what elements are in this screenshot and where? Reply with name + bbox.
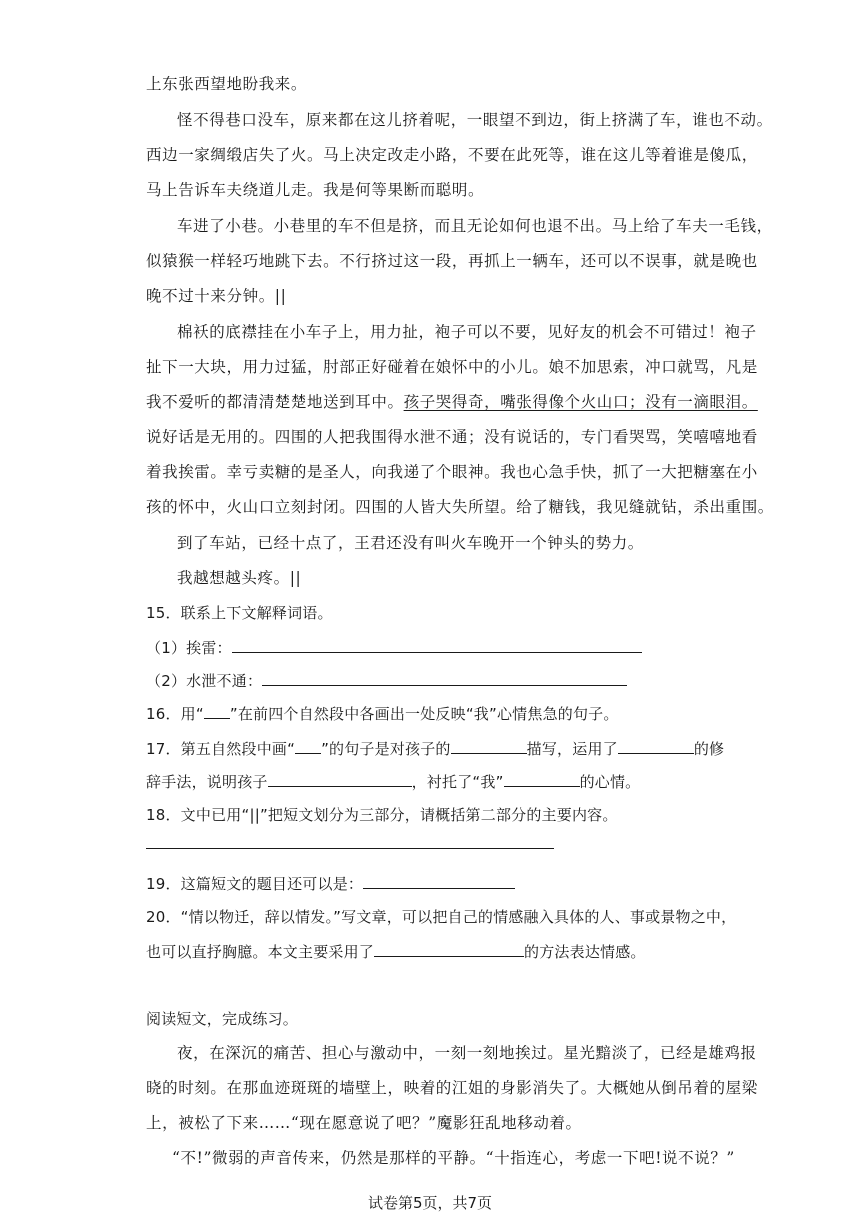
question-text: 也可以直抒胸臆。本文主要采用了 bbox=[146, 943, 375, 961]
passage-line: 似猿猴一样轻巧地跳下去。不行挤过这一段，再抓上一辆车，还可以不误事，就是晚也 bbox=[146, 252, 758, 270]
question-text: ，衬托了“我” bbox=[411, 773, 504, 791]
question-text: 16．用“ bbox=[146, 705, 204, 723]
answer-blank[interactable] bbox=[618, 738, 694, 754]
underlined-sentence: 孩子哭得奇，嘴张得像个火山口；没有一滴眼泪。 bbox=[403, 393, 758, 411]
answer-blank[interactable] bbox=[451, 738, 527, 754]
question-label: （2）水泄不通： bbox=[146, 672, 263, 690]
page-footer: 试卷第5页，共7页 bbox=[367, 1194, 493, 1212]
passage-line: 孩的怀中，火山口立刻封闭。四围的人皆大失所望。给了糖钱，我见缝就钻，杀出重围。 bbox=[146, 498, 774, 516]
passage-line: 马上告诉车夫绕道儿走。我是何等果断而聪明。 bbox=[146, 181, 485, 199]
question-text: ”在前四个自然段中各画出一处反映“我”心情焦急的句子。 bbox=[229, 705, 619, 723]
question-text: 描写，运用了 bbox=[526, 740, 618, 758]
question-19 bbox=[146, 873, 718, 894]
section-intro: 阅读短文，完成练习。 bbox=[146, 1010, 299, 1028]
passage-line: 上东张西望地盼我来。 bbox=[146, 75, 308, 93]
underline-mark bbox=[295, 738, 321, 754]
question-text: 17．第五自然段中画“ bbox=[146, 740, 296, 758]
passage-line: 夜，在深沉的痛苦、担心与激动中，一刻一刻地挨过。星光黯淡了，已经是雄鸡报 bbox=[177, 1044, 757, 1062]
answer-blank[interactable] bbox=[363, 873, 515, 889]
passage-line: 晚不过十来分钟。|| bbox=[146, 287, 287, 305]
question-text: ”的句子是对孩子的 bbox=[321, 740, 451, 758]
passage-line: 我越想越头疼。|| bbox=[177, 569, 302, 587]
question-20-line2 bbox=[146, 941, 718, 962]
answer-blank[interactable] bbox=[268, 771, 412, 787]
question-label: （1）挨雷： bbox=[146, 639, 232, 657]
passage-line: 晓的时刻。在那血迹斑斑的墙壁上，映着的江姐的身影消失了。大概她从倒吊着的屋梁 bbox=[146, 1079, 758, 1097]
passage-line bbox=[146, 392, 758, 412]
passage-line: 怪不得巷口没车，原来都在这儿挤着呢，一眼望不到边，街上挤满了车，谁也不动。 bbox=[177, 111, 773, 129]
question-17-line2 bbox=[146, 771, 718, 792]
question-text: 的心情。 bbox=[579, 773, 641, 791]
question-16 bbox=[146, 703, 718, 724]
underline-mark bbox=[204, 703, 230, 719]
question-15-1 bbox=[146, 637, 718, 658]
passage-line: 西边一家绸缎店失了火。马上决定改走小路，不要在此死等，谁在这儿等着谁是傻瓜， bbox=[146, 146, 758, 164]
question-text: 的修 bbox=[693, 740, 725, 758]
question-text: 的方法表达情感。 bbox=[524, 943, 646, 961]
question-17 bbox=[146, 738, 725, 759]
passage-line: 棉袄的底襟挂在小车子上，用力扯，袍子可以不要，见好友的机会不可错过！袍子 bbox=[177, 323, 757, 341]
passage-line: 着我挨雷。幸亏卖糖的是圣人，向我递了个眼神。我也心急手快，抓了一大把糖塞在小 bbox=[146, 463, 758, 481]
passage-line: 车进了小巷。小巷里的车不但是挤，而且无论如何也退不出。马上给了车夫一毛钱， bbox=[177, 217, 773, 235]
answer-blank[interactable] bbox=[262, 670, 627, 686]
answer-line[interactable] bbox=[146, 848, 554, 849]
passage-line: 到了车站，已经十点了，王君还没有叫火车晚开一个钟头的势力。 bbox=[177, 534, 644, 552]
question-15: 15．联系上下文解释词语。 bbox=[146, 604, 333, 622]
passage-line: 上，被松了下来……“现在愿意说了吧？”魔影狂乱地移动着。 bbox=[146, 1114, 582, 1132]
question-15-2 bbox=[146, 670, 718, 691]
answer-blank[interactable] bbox=[232, 637, 642, 653]
question-18: 18．文中已用“||”把短文划分为三部分，请概括第二部分的主要内容。 bbox=[146, 806, 618, 824]
passage-line: 扯下一大块，用力过猛，肘部正好碰着在娘怀中的小儿。娘不加思索，冲口就骂，凡是 bbox=[146, 358, 758, 376]
passage-text: 我不爱听的都清清楚楚地送到耳中。 bbox=[146, 393, 404, 411]
answer-blank[interactable] bbox=[374, 941, 524, 957]
passage-line: “不!”微弱的声音传来，仍然是那样的平静。“十指连心，考虑一下吧!说不说？” bbox=[172, 1149, 735, 1167]
passage-line: 说好话是无用的。四围的人把我围得水泄不通；没有说话的，专门看哭骂，笑嘻嘻地看 bbox=[146, 428, 758, 446]
question-20: 20．“情以物迁，辞以情发。”写文章，可以把自己的情感融入具体的人、事或景物之中， bbox=[146, 908, 737, 926]
question-text: 19．这篇短文的题目还可以是： bbox=[146, 875, 364, 893]
question-text: 辞手法，说明孩子 bbox=[146, 773, 268, 791]
answer-blank[interactable] bbox=[504, 771, 580, 787]
